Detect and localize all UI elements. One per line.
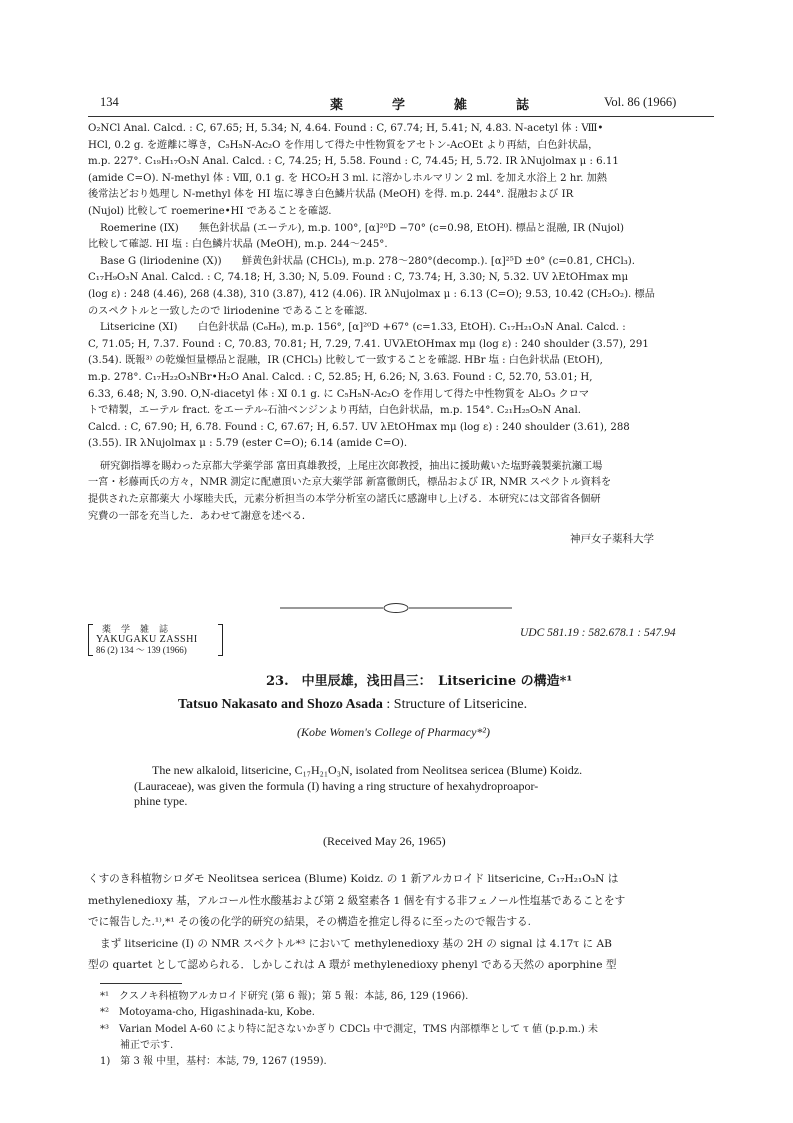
section-divider [280,601,512,615]
text-line: C₁₇H₉O₃N Anal. Calcd. : C, 74.18; H, 3.30; N, 5.09. Found : C, 73.74; H, 3.30; N, 5.32. UV λEtOHmax mμ [88,272,629,284]
roemerine-paragraph [88,221,714,254]
divider-ornament-icon [280,601,512,615]
received-date: (Received May 26, 1965) [323,834,446,848]
text-line: Roemerine (IX) 無色針状晶 (エーテル), m.p. 100°, [α]²⁰D −70° (c=0.98, EtOH). 標品と混融, IR (Nujol) [100,222,624,234]
institution-affiliation: 神戸女子薬科大学 [570,533,654,545]
article-title-japanese: 23. 中里辰雄，浅田昌三： Litsericine の構造*¹ [266,674,573,689]
page-number: 134 [100,95,119,109]
article-title-english [178,697,527,713]
base-g-paragraph [88,254,714,320]
intro-line: まず litsericine (Ⅰ) の NMR スペクトル*³ において methylenedioxy 基の 2H の signal は 4.17τ に AB [100,937,612,950]
footnote: *³ Varian Model A-60 により特に記さないかぎり CDCl₃ 中で測定，TMS 内部標準として τ 値 (p.p.m.) 未 [100,1023,598,1035]
citation-journal-en: YAKUGAKU ZASSHI [96,633,198,645]
footnote: *¹ クスノキ科植物アルカロイド研究 (第 6 報)；第 5 報：本誌, 86, 129 (1966). [100,991,469,1002]
text-line: 提供された京都薬大 小塚睦夫氏，元素分析担当の本学分析室の諸氏に感謝申し上げる．本研究には文部省各個研 [88,494,601,506]
text-line: m.p. 278°. C₁₇H₂₂O₃NBr•H₂O Anal. Calcd. : C, 52.85; H, 6.26; N, 3.63. Found : C, 52.70, 53.01; H, [88,371,593,383]
text-line: HCl, 0.2 g. を遊離に導き，C₅H₅N-Ac₂O を作用して得た中性物質をアセトン-AcOEt より再結，白色針状晶， [88,139,599,151]
article-abstract [134,763,674,810]
text-line: Calcd. : C, 67.90; H, 6.78. Found : C, 67.67; H, 6.57. UV λEtOHmax mμ (log ε) : 240 shoulder (3.61), 288 [88,421,630,433]
article-authors: Tatsuo Nakasato and Shozo Asada [178,697,383,712]
text-line: のスペクトルと一致したので liriodenine であることを確認. [88,305,368,317]
footnote: *² Motoyama-cho, Higashinada-ku, Kobe. [100,1007,315,1019]
text-line: O₂NCl Anal. Calcd. : C, 67.65; H, 5.34; N, 4.64. Found : C, 67.74; H, 5.41; N, 4.83. N-acetyl 体 : Ⅷ• [88,123,604,134]
volume-label: Vol. 86 (1966) [604,95,677,109]
text-line: 究費の一部を充当した．あわせて謝意を述べる． [88,510,313,522]
text-line: (amide C=O). N-methyl 体 : Ⅷ, 0.1 g. を HCO₂H 3 ml. に溶かしホルマリン 2 ml. を加え水浴上 2 hr. 加熱 [88,172,607,184]
intro-line: くすのき科植物シロダモ Neolitsea sericea (Blume) Koidz. の 1 新アルカロイド litsericine, C₁₇H₂₁O₃N は [88,873,619,885]
text-line: 後常法どおり処理し N-methyl 体を HI 塩に導き白色鱗片状晶 (MeOH) を得. m.p. 244°. 混融および IR [88,189,574,201]
text-line: 一宮・杉藤両氏の方々，NMR 測定に配慮頂いた京大薬学部 新富徹朗氏，標品および IR, NMR スペクトル資料を [88,477,612,489]
abstract-line: (Lauraceae), was given the formula (I) having a ring structure of hexahydroproapor- [134,778,539,793]
text-line: 研究御指導を賜わった京都大学薬学部 富田真雄教授，上尾庄次郎教授，抽出に援助戴いた塩野義製薬抗瀬工場 [100,460,603,472]
text-line: (3.54). 既報³⁾ の乾燥恒量標品と混融，IR (CHCl₃) 比較して一致することを確認. HBr 塩 : 白色針状晶 (EtOH), [88,355,603,367]
abstract-line: phine type. [134,794,188,808]
intro-line: 型の quartet として認められる．しかしこれは A 環が methylenedioxy phenyl である天然の aporphine 型 [88,959,617,971]
udc-classification: UDC 581.19 : 582.678.1 : 547.94 [520,627,676,639]
text-line: (Nujol) 比較して roemerine•HI であることを確認. [88,205,332,217]
intro-line: methylenedioxy 基，アルコール性水酸基および第 2 級窒素各 1 個を有する非フェノール性塩基であることをす [88,894,626,907]
text-line: (log ε) : 248 (4.46), 268 (4.38), 310 (3.87), 412 (4.06). IR λNujolmax μ : 6.13 (C=O); 9.53, 10.42 (CH₂O₂). 標品 [88,288,655,300]
journal-title: 薬 学 雑 誌 [330,98,548,113]
text-line: トで精製，エーテル fract. をエーテル-石油ベンジンより再結，白色針状晶，m.p. 154°. C₂₁H₂₅O₅N Anal. [88,405,581,417]
acknowledgement-paragraph [88,459,714,525]
intro-line: でに報告した.¹⁾,*¹ その後の化学的研究の結果，その構造を推定し得るに至ったので報告する. [88,916,532,928]
article-title-text: : Structure of Litsericine. [382,697,528,712]
citation-content [96,624,218,656]
bracket-left [88,624,93,656]
text-line: C, 71.05; H, 7.37. Found : C, 70.83, 70.81; H, 7.29, 7.41. UVλEtOHmax mμ (log ε) : 240 shoulder (3.57), 291 [88,338,649,350]
abstract-line: The new alkaloid, litsericine, C₁₇H₂₁O₃N, isolated from Neolitsea sericea (Blume) Koidz. [152,763,583,777]
citation-journal-jp: 薬学雑誌 [102,624,179,634]
footnote-rule [100,983,182,984]
introduction-text [88,869,714,977]
experimental-paragraph [88,121,714,221]
citation-volume-pages: 86 (2) 134 〜 139 (1966) [96,645,187,655]
text-line: Base G (liriodenine (X)) 鮮黄色針状晶 (CHCl₃), m.p. 278〜280°(decomp.). [α]²⁵D ±0° (c=0.81, CHCl₃). [100,255,635,267]
litsericine-paragraph [88,320,714,453]
footnote: 1) 第 3 報 中里，基村：本誌, 79, 1267 (1959). [100,1056,327,1068]
text-line: m.p. 227°. C₁₉H₁₇O₃N Anal. Calcd. : C, 74.25; H, 5.58. Found : C, 74.45; H, 5.72. IR λNujolmax μ : 6.11 [88,156,619,168]
bracket-right [218,624,223,656]
text-line: 6.33, 6.48; N, 3.90. O,N-diacetyl 体 : Ⅺ 0.1 g. に C₅H₅N-Ac₂O を作用して得た中性物質を Al₂O₃ クロマ [88,388,590,400]
previous-article-body [88,121,714,525]
footnote: 補正で示す. [100,1039,174,1051]
text-line: 比較して確認. HI 塩 : 白色鱗片状晶 (MeOH), m.p. 244〜245°. [88,239,388,251]
text-line: (3.55). IR λNujolmax μ : 5.79 (ester C=O); 6.14 (amide C=O). [88,438,408,450]
footnotes [100,989,714,1070]
article-affiliation: (Kobe Women's College of Pharmacy*²) [297,725,491,739]
text-line: Litsericine (XI) 白色針状晶 (C₆H₆), m.p. 156°, [α]²⁰D +67° (c=1.33, EtOH). C₁₇H₂₁O₃N Anal. Calcd. : [100,322,626,334]
header-rule [88,116,714,117]
journal-citation-box [88,624,223,654]
